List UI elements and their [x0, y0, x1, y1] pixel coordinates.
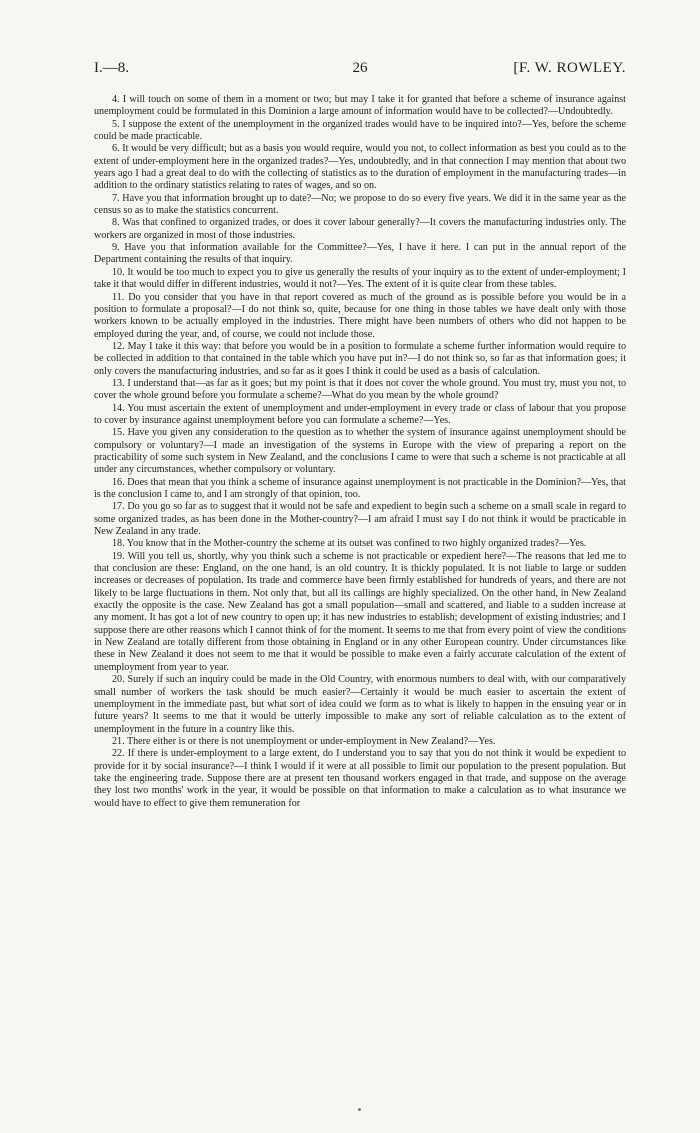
page-body	[94, 94, 626, 810]
paragraph-q11: 11. Do you consider that you have in that report covered as much of the ground as is possible before you would be in a position to formulate a proposal?—I do not think so, quite, because for one thing in those tables we have dealt only with those workers known to be actually employed in the industries. There might have been numbers of others who did not happen to be employed during the year, and, of course, we could not include those.	[94, 291, 626, 340]
paragraph-q18: 18. You know that in the Mother-country the scheme at its outset was confined to two highly organized trades?—Yes.	[112, 538, 587, 550]
paragraph-q19: 19. Will you tell us, shortly, why you think such a scheme is not practicable or expedient here?—The reasons that led me to that conclusion are these: England, on the one hand, is an old country. It is thickly populated. It is not liable to large or sudden increases or decreases of population. Its trade and commerce have been firmly established for hundreds of years, and there are not likely to be large fluctuations in them. Not only that, but all its callings are highly specialized. On the other hand, in New Zealand exactly the opposite is the case. New Zealand has got a small population—small and scattered, and liable to a sudden increase at any moment. It has got a lot of new country to open up; it has new industries to establish; development of existing industries; and I suppose there are other reasons which I cannot think of for the moment. It seems to me that from every point of view the conditions in New Zealand are totally different from those obtaining in England or in any other European country. Under circumstances like these in New Zealand it does not seem to me that it would be possible to make even a fairly accurate calculation of the extent of unemployment from year to year.	[94, 550, 626, 673]
paragraph-q8: 8. Was that confined to organized trades, or does it cover labour generally?—It covers the manufacturing industries only. The workers are organized in most of those industries.	[94, 217, 626, 241]
paragraph-q14: 14. You must ascertain the extent of unemployment and under-employment in every trade or class of labour that you propose to cover by insurance against unemployment before you can formulate a scheme?—Yes.	[94, 402, 626, 426]
paragraph-q9: 9. Have you that information available for the Committee?—Yes, I have it here. I can put in the annual report of the Department containing the results of that inquiry.	[94, 242, 626, 266]
paragraph-q20: 20. Surely if such an inquiry could be made in the Old Country, with enormous numbers to deal with, with our comparatively small number of workers the task should be much easier?—Certainly it would be much easier to ascertain the extent of unemployment in the immediate past, but what sort of idea could we form as to what is likely to happen in the ensuing year or in future years? It seems to me that it would be utterly impossible to make any sort of reliable calculation as to the extent of unemployment in the future in a country like this.	[94, 674, 626, 735]
paragraph-q17: 17. Do you go so far as to suggest that it would not be safe and expedient to begin such a scheme on a small scale in regard to some organized trades, as has been done in the Mother-country?—I am afraid I must say I do not think it would be practicable in New Zealand in any trade.	[94, 501, 626, 538]
paragraph-q16: 16. Does that mean that you think a scheme of insurance against unemployment is not practicable in the Dominion?—Yes, that is the conclusion I came to, and I am strongly of that opinion, too.	[94, 476, 626, 500]
header-series-label: I.—8.	[94, 60, 129, 76]
page-header	[94, 60, 626, 82]
paragraph-q6: 6. It would be very difficult; but as a basis you would require, would you not, to collect information as best you could as to the extent of under-employment here in the organized trades?—Yes, undoubtedly, and in that connection I may mention that about two years ago I had a great deal to do with the collecting of statistics as to the duration of employment in the manufacturing trades—in addition to the ordinary statistics relating to rates of wages, and so on.	[94, 143, 626, 192]
page-number: 26	[352, 60, 368, 76]
paragraph-q15: 15. Have you given any consideration to the question as to whether the system of insurance against unemployment should be compulsory or voluntary?—I made an investigation of the systems in Europe with the view of preparing a report on the practicability of some such system in New Zealand, and the conclusions I came to were that such a scheme is not practicable at all under any circumstances, whether compulsory or voluntary.	[94, 427, 626, 476]
header-witness-name: [F. W. ROWLEY.	[513, 60, 626, 76]
paragraph-q5: 5. I suppose the extent of the unemployment in the organized trades would have to be inquired into?—Yes, before the scheme could be made practicable.	[94, 118, 626, 143]
paragraph-q12: 12. May I take it this way: that before you would be in a position to formulate a scheme further information would require to be collected in addition to that contained in the table which you have put in?—I do not think so, so far as that information goes; it only covers the manufacturing industries, and so far as it goes I think it could be used as a basis of calculation.	[94, 340, 626, 377]
paragraph-q7: 7. Have you that information brought up to date?—No; we propose to do so every five years. We did it in the same year as the census so as to make the statistics concurrent.	[94, 192, 626, 217]
paragraph-q13: 13. I understand that—as far as it goes; but my point is that it does not cover the whole ground. You must try, must you not, to cover the whole ground before you formulate a scheme?—What do you mean by the whole ground?	[94, 377, 626, 402]
print-speck	[358, 1108, 361, 1111]
paragraph-q21: 21. There either is or there is not unemployment or under-employment in New Zealand?—Yes.	[112, 735, 496, 747]
paragraph-q4: 4. I will touch on some of them in a moment or two; but may I take it for granted that before a scheme of insurance against unemployment could be formulated in this Dominion a large amount of information would have to be collected?—Undoubtedly.	[94, 94, 626, 118]
paragraph-q22: 22. If there is under-employment to a large extent, do I understand you to say that you do not think it would be expedient to provide for it by social insurance?—I think I would if it were at all possible to limit our population to the present population. But take the engineering trade. Suppose there are at present ten thousand workers engaged in that trade, and suppose on the average they lost two months' work in the year, it would be possible on that information to make a calculation as to what insurance we would have to effect to give them remuneration for	[94, 748, 626, 809]
paragraph-q10: 10. It would be too much to expect you to give us generally the results of your inquiry as to the extent of under-employment; I take it that would differ in different industries, would it not?—Yes. The extent of it is quite clear from these tables.	[94, 266, 626, 291]
